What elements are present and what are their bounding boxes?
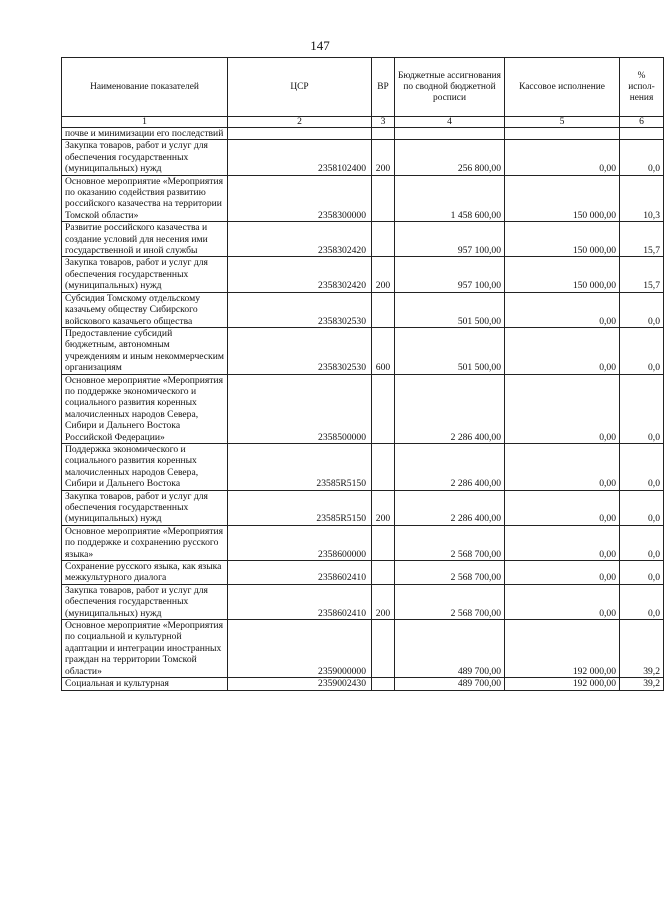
row-csr: 2358500000 [228, 374, 372, 443]
row-csr: 2359002430 [228, 678, 372, 690]
row-csr: 2358302420 [228, 222, 372, 257]
table-row [62, 490, 664, 525]
row-cash: 150 000,00 [505, 175, 620, 222]
row-percent: 0,0 [620, 327, 664, 374]
table-row [62, 561, 664, 585]
row-budget: 2 286 400,00 [395, 443, 505, 490]
table-row [62, 678, 664, 690]
row-budget: 957 100,00 [395, 257, 505, 292]
row-percent: 0,0 [620, 292, 664, 327]
row-budget: 489 700,00 [395, 620, 505, 678]
column-number-row [62, 117, 664, 128]
row-cash: 192 000,00 [505, 678, 620, 690]
row-csr: 2358300000 [228, 175, 372, 222]
row-vr [372, 175, 395, 222]
row-name: Сохранение русского языка, как языка межкультурного диалога [62, 561, 228, 585]
row-cash: 0,00 [505, 561, 620, 585]
row-name: Основное мероприятие «Мероприятия по оказанию содействия развитию российского казачества на территории Томской области» [62, 175, 228, 222]
row-name: Основное мероприятие «Мероприятия по поддержке и сохранению русского языка» [62, 525, 228, 560]
row-budget: 2 568 700,00 [395, 525, 505, 560]
column-number: 3 [372, 117, 395, 128]
header-row [62, 58, 664, 117]
row-vr [372, 561, 395, 585]
row-csr: 2358302530 [228, 292, 372, 327]
header-percent: % испол-нения [620, 58, 664, 117]
column-number: 4 [395, 117, 505, 128]
row-vr: 200 [372, 490, 395, 525]
row-percent: 0,0 [620, 374, 664, 443]
row-vr [372, 292, 395, 327]
row-vr: 200 [372, 584, 395, 619]
row-csr: 2358302530 [228, 327, 372, 374]
column-number: 1 [62, 117, 228, 128]
row-name: почве и минимизации его последствий [62, 128, 228, 140]
row-name: Развитие российского казачества и создание условий для несения ими государственной и иной службы [62, 222, 228, 257]
row-budget: 501 500,00 [395, 327, 505, 374]
row-name: Закупка товаров, работ и услуг для обеспечения государственных (муниципальных) нужд [62, 490, 228, 525]
table-row [62, 257, 664, 292]
row-budget: 489 700,00 [395, 678, 505, 690]
row-name: Закупка товаров, работ и услуг для обеспечения государственных (муниципальных) нужд [62, 140, 228, 175]
row-percent: 39,2 [620, 678, 664, 690]
column-number: 6 [620, 117, 664, 128]
row-csr: 2358302420 [228, 257, 372, 292]
row-name: Предоставление субсидий бюджетным, автономным учреждениям и иным некоммерческим организациям [62, 327, 228, 374]
row-csr: 2358602410 [228, 561, 372, 585]
row-percent: 10,3 [620, 175, 664, 222]
row-name: Основное мероприятие «Мероприятия по социальной и культурной адаптации и интеграции иностранных граждан на территории Томской области» [62, 620, 228, 678]
row-name: Поддержка экономического и социального развития коренных малочисленных народов Севера, Сибири и Дальнего Востока [62, 443, 228, 490]
header-name: Наименование показателей [62, 58, 228, 117]
row-name: Социальная и культурная [62, 678, 228, 690]
row-cash: 0,00 [505, 525, 620, 560]
row-cash: 192 000,00 [505, 620, 620, 678]
row-csr: 2359000000 [228, 620, 372, 678]
row-csr: 23585R5150 [228, 443, 372, 490]
row-percent: 39,2 [620, 620, 664, 678]
row-cash: 150 000,00 [505, 257, 620, 292]
row-percent: 15,7 [620, 222, 664, 257]
row-vr [372, 374, 395, 443]
row-name: Закупка товаров, работ и услуг для обеспечения государственных (муниципальных) нужд [62, 584, 228, 619]
table-row [62, 443, 664, 490]
row-budget: 256 800,00 [395, 140, 505, 175]
row-percent: 0,0 [620, 561, 664, 585]
column-number: 2 [228, 117, 372, 128]
row-csr [228, 128, 372, 140]
header-budget: Бюджетные ассигнования по сводной бюджетной росписи [395, 58, 505, 117]
row-name: Субсидия Томскому отдельскому казачьему обществу Сибирского войскового казачьего общества [62, 292, 228, 327]
row-vr: 600 [372, 327, 395, 374]
row-percent: 15,7 [620, 257, 664, 292]
budget-table [61, 57, 664, 691]
row-vr [372, 620, 395, 678]
row-cash: 150 000,00 [505, 222, 620, 257]
row-cash: 0,00 [505, 584, 620, 619]
table-row [62, 175, 664, 222]
row-cash [505, 128, 620, 140]
row-vr [372, 128, 395, 140]
row-budget: 2 286 400,00 [395, 374, 505, 443]
row-cash: 0,00 [505, 490, 620, 525]
row-percent: 0,0 [620, 490, 664, 525]
row-budget: 1 458 600,00 [395, 175, 505, 222]
row-vr [372, 443, 395, 490]
table-row [62, 374, 664, 443]
page-number: 147 [310, 38, 330, 53]
row-cash: 0,00 [505, 292, 620, 327]
header-csr: ЦСР [228, 58, 372, 117]
row-vr: 200 [372, 140, 395, 175]
row-cash: 0,00 [505, 443, 620, 490]
table-row [62, 140, 664, 175]
table-row [62, 620, 664, 678]
table-row [62, 525, 664, 560]
header-cash: Кассовое исполнение [505, 58, 620, 117]
column-number: 5 [505, 117, 620, 128]
row-csr: 23585R5150 [228, 490, 372, 525]
table-row [62, 292, 664, 327]
row-percent [620, 128, 664, 140]
row-percent: 0,0 [620, 140, 664, 175]
table-row [62, 128, 664, 140]
row-budget: 2 568 700,00 [395, 561, 505, 585]
row-budget: 2 568 700,00 [395, 584, 505, 619]
row-budget: 501 500,00 [395, 292, 505, 327]
row-cash: 0,00 [505, 140, 620, 175]
row-name: Основное мероприятие «Мероприятия по поддержке экономического и социального развития коренных малочисленных народов Севера, Сибири и Дальнего Востока Российской Федерации» [62, 374, 228, 443]
row-vr [372, 678, 395, 690]
row-name: Закупка товаров, работ и услуг для обеспечения государственных (муниципальных) нужд [62, 257, 228, 292]
row-vr: 200 [372, 257, 395, 292]
table-row [62, 584, 664, 619]
table-row [62, 222, 664, 257]
row-budget: 2 286 400,00 [395, 490, 505, 525]
table-row [62, 327, 664, 374]
row-cash: 0,00 [505, 327, 620, 374]
row-csr: 2358602410 [228, 584, 372, 619]
row-budget [395, 128, 505, 140]
row-percent: 0,0 [620, 443, 664, 490]
row-csr: 2358600000 [228, 525, 372, 560]
row-percent: 0,0 [620, 525, 664, 560]
row-csr: 2358102400 [228, 140, 372, 175]
row-budget: 957 100,00 [395, 222, 505, 257]
row-percent: 0,0 [620, 584, 664, 619]
header-vr: ВР [372, 58, 395, 117]
row-vr [372, 222, 395, 257]
row-cash: 0,00 [505, 374, 620, 443]
row-vr [372, 525, 395, 560]
